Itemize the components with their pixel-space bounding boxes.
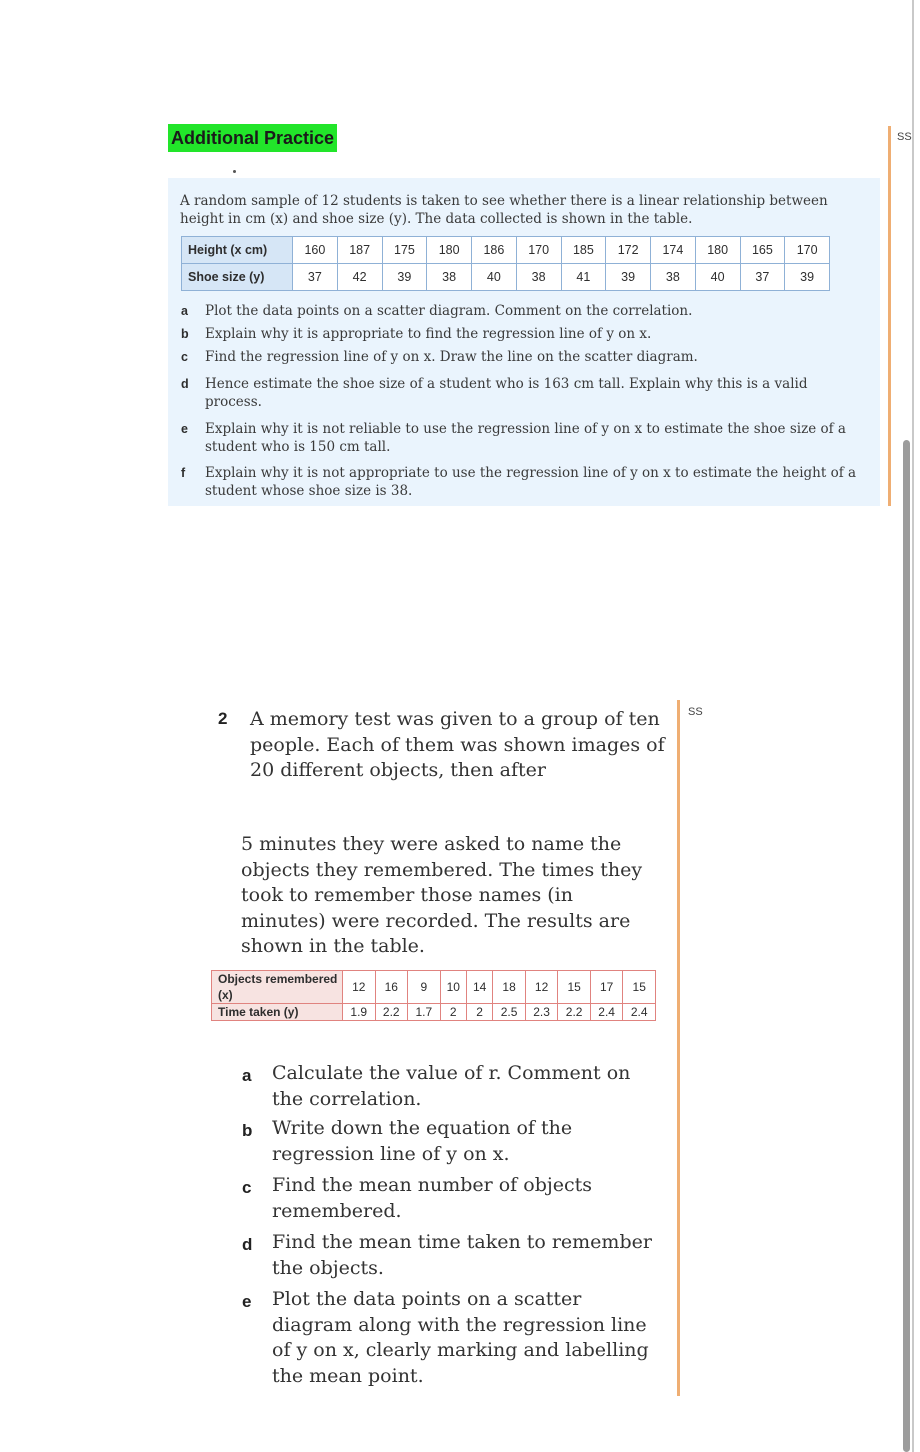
table-cell: 40 bbox=[695, 264, 740, 291]
row-header-height: Height (x cm) bbox=[182, 237, 293, 264]
table-cell: 41 bbox=[561, 264, 606, 291]
table-cell: 165 bbox=[740, 237, 785, 264]
table-cell: 10 bbox=[440, 971, 466, 1004]
row-header-objects: Objects remembered (x) bbox=[212, 971, 343, 1004]
table-cell: 185 bbox=[561, 237, 606, 264]
exercise-number: 2 bbox=[218, 709, 228, 728]
question-label: a bbox=[242, 1066, 252, 1085]
table-cell: 186 bbox=[472, 237, 517, 264]
exercise-1-intro: A random sample of 12 students is taken to see whether there is a linear relationship between height in cm (x) and shoe size (y). The data collected is shown in the table. bbox=[180, 193, 828, 227]
height-shoe-size-table bbox=[181, 236, 830, 291]
table-cell: 39 bbox=[785, 264, 830, 291]
question-text: Find the mean time taken to remember the objects. bbox=[272, 1231, 652, 1279]
margin-marker-bar bbox=[888, 126, 891, 506]
question-text: Explain why it is not reliable to use the regression line of y on x to estimate the shoe size of a student who is 150 cm tall. bbox=[205, 421, 846, 455]
table-row bbox=[212, 971, 656, 1004]
question-text: Write down the equation of the regression line of y on x. bbox=[272, 1117, 573, 1165]
bullet-dot bbox=[233, 170, 236, 173]
page-edge-line bbox=[912, 0, 914, 1452]
scrollbar[interactable] bbox=[903, 440, 910, 1452]
question-text: Plot the data points on a scatter diagram. Comment on the correlation. bbox=[205, 303, 693, 319]
row-header-time: Time taken (y) bbox=[212, 1004, 343, 1021]
table-cell: 37 bbox=[740, 264, 785, 291]
table-cell: 42 bbox=[337, 264, 382, 291]
table-cell: 18 bbox=[493, 971, 526, 1004]
question-text: Plot the data points on a scatter diagram along with the regression line of y on x, clearly marking and labelling the mean point. bbox=[272, 1288, 649, 1387]
table-cell: 2.5 bbox=[493, 1004, 526, 1021]
question-label: d bbox=[242, 1235, 253, 1254]
table-cell: 2.3 bbox=[525, 1004, 558, 1021]
question-text: Find the mean number of objects remembered. bbox=[272, 1174, 593, 1222]
table-cell: 37 bbox=[293, 264, 338, 291]
section-title: Additional Practice bbox=[168, 124, 337, 152]
question-label: c bbox=[242, 1178, 252, 1197]
table-cell: 170 bbox=[516, 237, 561, 264]
question-text: Explain why it is not appropriate to use the regression line of y on x to estimate the height of a student whose shoe size is 38. bbox=[205, 465, 857, 499]
question-label: a bbox=[181, 304, 188, 318]
table-cell: 180 bbox=[427, 237, 472, 264]
table-cell: 160 bbox=[293, 237, 338, 264]
table-cell: 17 bbox=[590, 971, 623, 1004]
table-cell: 14 bbox=[466, 971, 492, 1004]
row-header-shoe-size: Shoe size (y) bbox=[182, 264, 293, 291]
table-cell: 2 bbox=[466, 1004, 492, 1021]
table-cell: 39 bbox=[382, 264, 427, 291]
table-cell: 38 bbox=[516, 264, 561, 291]
table-row bbox=[182, 237, 830, 264]
table-cell: 2.2 bbox=[375, 1004, 408, 1021]
table-cell: 2 bbox=[440, 1004, 466, 1021]
table-cell: 39 bbox=[606, 264, 651, 291]
table-cell: 40 bbox=[472, 264, 517, 291]
table-cell: 12 bbox=[525, 971, 558, 1004]
question-text: Explain why it is appropriate to find the regression line of y on x. bbox=[205, 326, 652, 342]
table-cell: 2.4 bbox=[590, 1004, 623, 1021]
table-cell: 175 bbox=[382, 237, 427, 264]
table-cell: 174 bbox=[651, 237, 696, 264]
question-label: b bbox=[181, 327, 189, 341]
exercise-2-intro-part1: A memory test was given to a group of ten people. Each of them was shown images of 20 different objects, then after bbox=[250, 708, 665, 781]
table-cell: 172 bbox=[606, 237, 651, 264]
question-text: Hence estimate the shoe size of a student who is 163 cm tall. Explain why this is a valid process. bbox=[205, 376, 808, 410]
table-cell: 12 bbox=[343, 971, 376, 1004]
ss-tag: SS bbox=[688, 706, 703, 718]
table-cell: 15 bbox=[623, 971, 656, 1004]
question-label: e bbox=[181, 422, 188, 436]
table-cell: 180 bbox=[695, 237, 740, 264]
question-label: b bbox=[242, 1121, 253, 1140]
table-cell: 187 bbox=[337, 237, 382, 264]
question-label: d bbox=[181, 377, 189, 391]
table-cell: 1.7 bbox=[408, 1004, 441, 1021]
table-cell: 38 bbox=[427, 264, 472, 291]
table-cell: 1.9 bbox=[343, 1004, 376, 1021]
question-label: e bbox=[242, 1292, 252, 1311]
table-cell: 2.4 bbox=[623, 1004, 656, 1021]
table-cell: 15 bbox=[558, 971, 591, 1004]
exercise-2-intro-part2: 5 minutes they were asked to name the objects they remembered. The times they took to remember those names (in minutes) were recorded. The results are shown in the table. bbox=[241, 833, 643, 957]
table-row bbox=[182, 264, 830, 291]
question-text: Find the regression line of y on x. Draw the line on the scatter diagram. bbox=[205, 349, 698, 365]
margin-marker-bar bbox=[677, 700, 680, 1396]
table-cell: 38 bbox=[651, 264, 696, 291]
table-cell: 170 bbox=[785, 237, 830, 264]
question-text: Calculate the value of r. Comment on the correlation. bbox=[272, 1062, 631, 1110]
question-label: f bbox=[181, 466, 186, 480]
question-label: c bbox=[181, 350, 188, 364]
table-row bbox=[212, 1004, 656, 1021]
table-cell: 16 bbox=[375, 971, 408, 1004]
table-cell: 2.2 bbox=[558, 1004, 591, 1021]
memory-test-table bbox=[211, 970, 656, 1021]
table-cell: 9 bbox=[408, 971, 441, 1004]
ss-tag: SS bbox=[897, 131, 912, 143]
